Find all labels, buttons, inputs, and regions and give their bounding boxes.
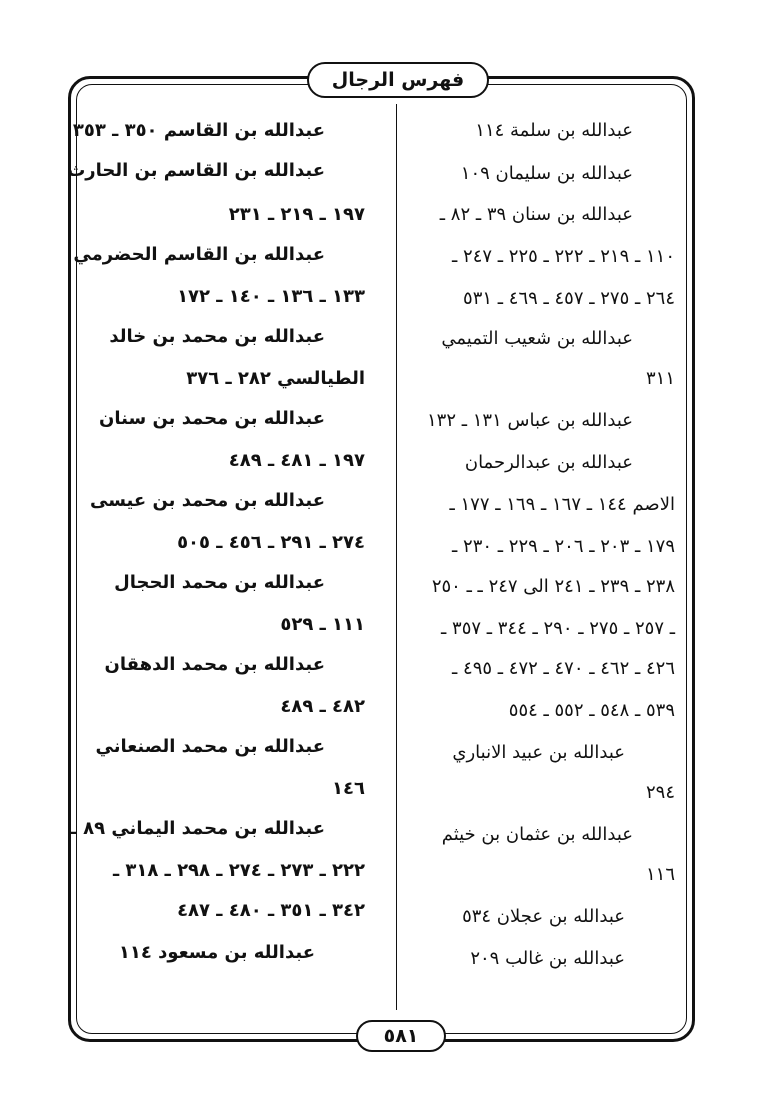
entry-line: عبدالله بن محمد بن سنان [99, 408, 325, 429]
entry-line: ١١٦ [645, 864, 675, 885]
entry-line: عبدالله بن عثمان بن خيثم [441, 824, 633, 845]
entry-line: الطيالسي ٢٨٢ ـ ٣٧٦ [186, 368, 365, 389]
entry-line: ٤٢٦ ـ ٤٦٢ ـ ٤٧٠ ـ ٤٧٢ ـ ٤٩٥ ـ [452, 658, 675, 679]
entry-line: ٣١١ [645, 368, 675, 389]
entry-line: عبدالله بن عباس ١٣١ ـ ١٣٢ [427, 410, 633, 431]
entry-line: عبدالله بن عبيد الانباري [452, 742, 625, 763]
entry-line: عبدالله بن شعيب التميمي [441, 328, 633, 349]
entry-line: ٢٧٤ ـ ٢٩١ ـ ٤٥٦ ـ ٥٠٥ [177, 532, 365, 553]
entry-line: ٣٤٢ ـ ٣٥١ ـ ٤٨٠ ـ ٤٨٧ [177, 900, 365, 921]
entry-line: ١٣٣ ـ ١٣٦ ـ ١٤٠ ـ ١٧٢ [177, 286, 365, 307]
entry-line: الاصم ١٤٤ ـ ١٦٧ ـ ١٦٩ ـ ١٧٧ ـ [449, 494, 675, 515]
entry-line: ١٩٧ ـ ٤٨١ ـ ٤٨٩ [228, 450, 365, 471]
entry-line: عبدالله بن سنان ٣٩ ـ ٨٢ ـ [439, 204, 633, 225]
entry-line: عبدالله بن محمد اليماني ٨٩ ـ [70, 818, 325, 839]
entry-line: ٢٩٤ [645, 782, 675, 803]
entry-line: عبدالله بن القاسم ٣٥٠ ـ ٣٥٣ [72, 120, 325, 141]
entry-line: عبدالله بن القاسم الحضرمي [73, 244, 325, 265]
entry-line: عبدالله بن محمد الحجال [114, 572, 325, 593]
entry-line: ١٤٦ [332, 778, 365, 799]
entry-line: عبدالله بن عبدالرحمان [464, 452, 633, 473]
entry-line: ١٩٧ ـ ٢١٩ ـ ٢٣١ [228, 204, 365, 225]
entry-line: ١١١ ـ ٥٢٩ [280, 614, 365, 635]
entry-line: ٢٦٤ ـ ٢٧٥ ـ ٤٥٧ ـ ٤٦٩ ـ ٥٣١ [463, 288, 675, 309]
entry-line: ٢٣٨ ـ ٢٣٩ ـ ٢٤١ الى ٢٤٧ ـ ـ ٢٥٠ [431, 576, 675, 597]
entry-line: عبدالله بن القاسم بن الحارث [67, 160, 325, 181]
entry-line: عبدالله بن سلمة ١١٤ [475, 120, 633, 141]
entry-line: عبدالله بن محمد بن خالد [109, 326, 325, 347]
entry-line: ٢٢٢ ـ ٢٧٣ ـ ٢٧٤ ـ ٢٩٨ ـ ٣١٨ ـ [112, 860, 365, 881]
entry-line: ٤٨٢ ـ ٤٨٩ [280, 696, 365, 717]
entry-line: عبدالله بن محمد بن عيسى [90, 490, 325, 511]
entry-line: ١٧٩ ـ ٢٠٣ ـ ٢٠٦ ـ ٢٢٩ ـ ٢٣٠ ـ [452, 536, 675, 557]
entry-line: عبدالله بن سليمان ١٠٩ [460, 163, 633, 184]
page-title: فهرس الرجال [307, 62, 489, 98]
column-divider [396, 104, 397, 1010]
entry-line: عبدالله بن محمد الدهقان [104, 654, 325, 675]
entry-line: ١١٠ ـ ٢١٩ ـ ٢٢٢ ـ ٢٢٥ ـ ٢٤٧ ـ [452, 246, 675, 267]
entry-line: عبدالله بن عجلان ٥٣٤ [462, 906, 625, 927]
entry-line: عبدالله بن محمد الصنعاني [95, 736, 325, 757]
entry-line: عبدالله بن غالب ٢٠٩ [470, 948, 625, 969]
page-number: ٥٨١ [356, 1020, 446, 1052]
entry-line: ـ ٢٥٧ ـ ٢٧٥ ـ ٢٩٠ ـ ٣٤٤ ـ ٣٥٧ ـ [441, 618, 675, 639]
entry-line: ٥٣٩ ـ ٥٤٨ ـ ٥٥٢ ـ ٥٥٤ [508, 700, 675, 721]
entry-line: عبدالله بن مسعود ١١٤ [118, 942, 315, 963]
